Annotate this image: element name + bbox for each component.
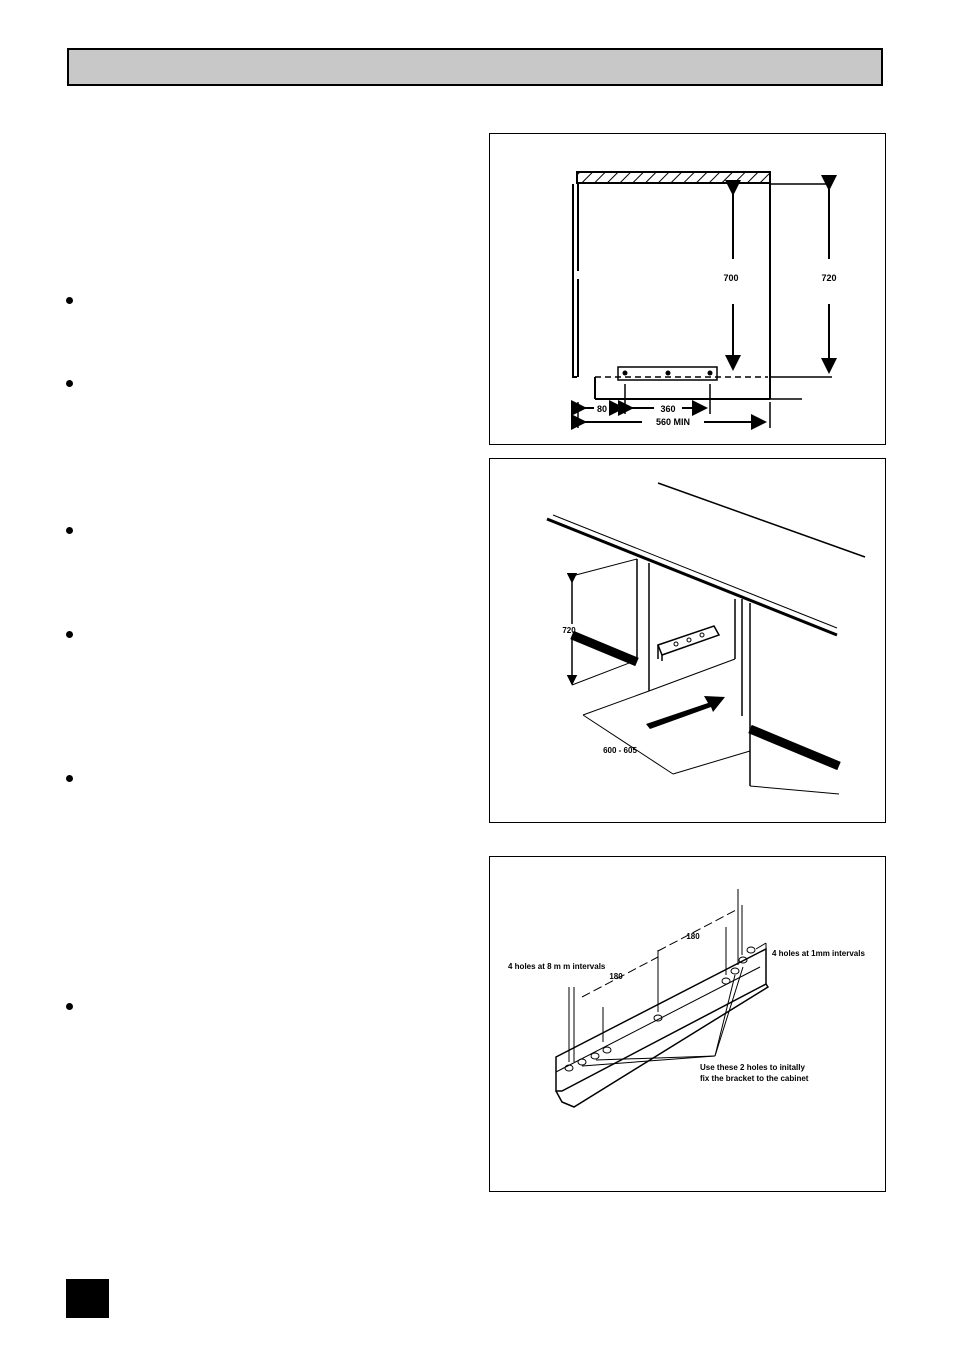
worktop-hatch [577, 172, 770, 183]
dimension-80: 80 [596, 404, 608, 414]
section-header-bar [67, 48, 883, 86]
bullet-marker [66, 1003, 73, 1010]
bracket-detail-figure [489, 856, 886, 1192]
dimension-180-top: 180 [686, 932, 700, 941]
fix-note-line1: Use these 2 holes to initally [700, 1063, 805, 1072]
dimension-600-605: 600 - 605 [603, 746, 637, 755]
bullet-marker [66, 631, 73, 638]
dimension-720: 720 [562, 626, 576, 635]
dimension-180-left: 180 [609, 972, 623, 981]
holes-8mm-label: 4 holes at 8 m m intervals [508, 962, 606, 971]
fix-note-line2: fix the bracket to the cabinet [700, 1074, 809, 1083]
bracket-detail-drawing [490, 857, 887, 1193]
dimension-560-min: 560 MIN [655, 417, 691, 427]
bracket-outline [658, 626, 719, 655]
cabinet-dimensions-drawing [490, 134, 887, 446]
cabinet-opening-figure [489, 458, 886, 823]
dimension-700: 700 [723, 273, 739, 283]
bullet-marker [66, 775, 73, 782]
bullet-marker [66, 380, 73, 387]
page-number-box [66, 1279, 109, 1318]
dimension-360: 360 [660, 404, 676, 414]
dimension-720: 720 [821, 273, 837, 283]
cabinet-dimensions-figure [489, 133, 886, 445]
bullet-marker [66, 527, 73, 534]
bullet-marker [66, 297, 73, 304]
cabinet-opening-drawing [490, 459, 887, 824]
insert-arrow [646, 696, 725, 729]
holes-1mm-label: 4 holes at 1mm intervals [772, 949, 865, 958]
